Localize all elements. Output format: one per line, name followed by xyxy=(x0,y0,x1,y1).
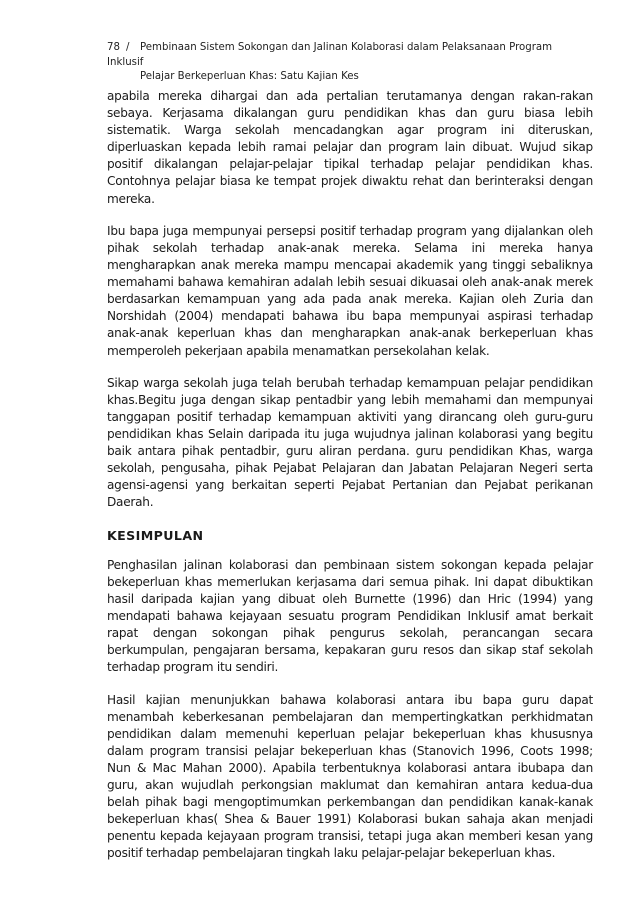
running-header xyxy=(107,41,577,85)
paragraph-continuation: apabila mereka dihargai dan ada pertalian terutamanya dengan rakan-rakan sebaya. Kerjasama dikalangan guru pendidikan khas dan guru biasa lebih sistematik. Warga sekolah mencadangkan agar program ini diteruskan, diperluaskan kepada lebih ramai pelajar dan program lain dibuat. Wujud sikap positif dikalangan pelajar-pelajar tipikal terhadap pelajar pendidikan khas. Contohnya pelajar biasa ke tempat projek diwaktu rehat dan berinteraksi dengan mereka. xyxy=(107,89,593,206)
header-title-line-2: Pelajar Berkeperluan Khas: Satu Kajian Kes xyxy=(140,71,359,82)
paragraph-conclusion-collaboration: Penghasilan jalinan kolaborasi dan pembinaan sistem sokongan kepada pelajar bekeperluan khas memerlukan kerjasama dari semua pihak. Ini dapat dibuktikan hasil daripada kajian yang dibuat oleh Burnette (1996) dan Hric (1994) yang mendapati bahawa kejayaan sesuatu program Pendidikan Inklusif amat berkait rapat dengan sokongan pihak pengurus sekolah, perancangan secara berkumpulan, pengajaran bersama, kepakaran guru resos dan sikap staf sekolah terhadap program itu sendiri. xyxy=(107,557,593,675)
paragraph-conclusion-findings: Hasil kajian menunjukkan bahawa kolaborasi antara ibu bapa guru dapat menambah keberkesanan pembelajaran dan mempertingkatkan perkhidmatan pendidikan dalam memenuhi keperluan pelajar bekeperluan khas khususnya dalam program transisi pelajar bekeperluan khas (Stanovich 1996, Coots 1998; Nun & Mac Mahan 2000). Apabila terbentuknya kolaborasi antara ibubapa dan guru, akan wujudlah perkongsian maklumat dan kemahiran antara kedua-dua belah pihak bagi mengoptimumkan perkembangan dan pendidikan kanak-kanak bekeperluan khas( Shea & Bauer 1991) Kolaborasi bukan sahaja akan menjadi penentu kepada kejayaan program transisi, tetapi juga akan memberi kesan yang positif terhadap pembelajaran tingkah laku pelajar-pelajar bekeperluan khas. xyxy=(107,692,593,861)
paragraph-school-attitude: Sikap warga sekolah juga telah berubah terhadap kemampuan pelajar pendidikan khas.Begitu juga dengan sikap pentadbir yang lebih memahami dan mempunyai tanggapan positif terhadap kemampuan aktiviti yang dirancang oleh guru-guru pendidikan khas Selain daripada itu juga wujudnya jalinan kolaborasi yang begitu baik antara pihak pentadbir, guru aliran perdana. guru pendidikan Khas, warga sekolah, pengusaha, pihak Pejabat Pelajaran dan Jabatan Pelajaran Negeri serta agensi-agensi yang berkaitan seperti Pejabat Pertanian dan Pejabat perikanan Daerah. xyxy=(107,375,593,510)
running-header-line-1 xyxy=(107,41,577,70)
section-heading-kesimpulan: KESIMPULAN xyxy=(107,527,204,543)
paragraph-parents-perception: Ibu bapa juga mempunyai persepsi positif terhadap program yang dijalankan oleh pihak sekolah terhadap anak-anak mereka. Selama ini mereka hanya mengharapkan anak mereka mampu mencapai akademik yang tinggi sebaliknya memahami bahawa kemahiran adalah lebih sesuai dikuasai oleh anak-anak merek berdasarkan kemampuan yang ada pada anak mereka. Kajian oleh Zuria dan Norshidah (2004) mendapati bahawa ibu bapa mempunyai aspirasi terhadap anak-anak keperluan khas dan mengharapkan anak-anak berkeperluan khas memperoleh pekerjaan apabila menamatkan persekolahan kelak. xyxy=(107,223,593,358)
page-number: 78 xyxy=(107,42,120,53)
page-body xyxy=(107,88,593,878)
header-title-line-1: Pembinaan Sistem Sokongan dan Jalinan Kolaborasi dalam Pelaksanaan Program Inklusif xyxy=(107,42,553,68)
header-separator: / xyxy=(126,42,130,53)
